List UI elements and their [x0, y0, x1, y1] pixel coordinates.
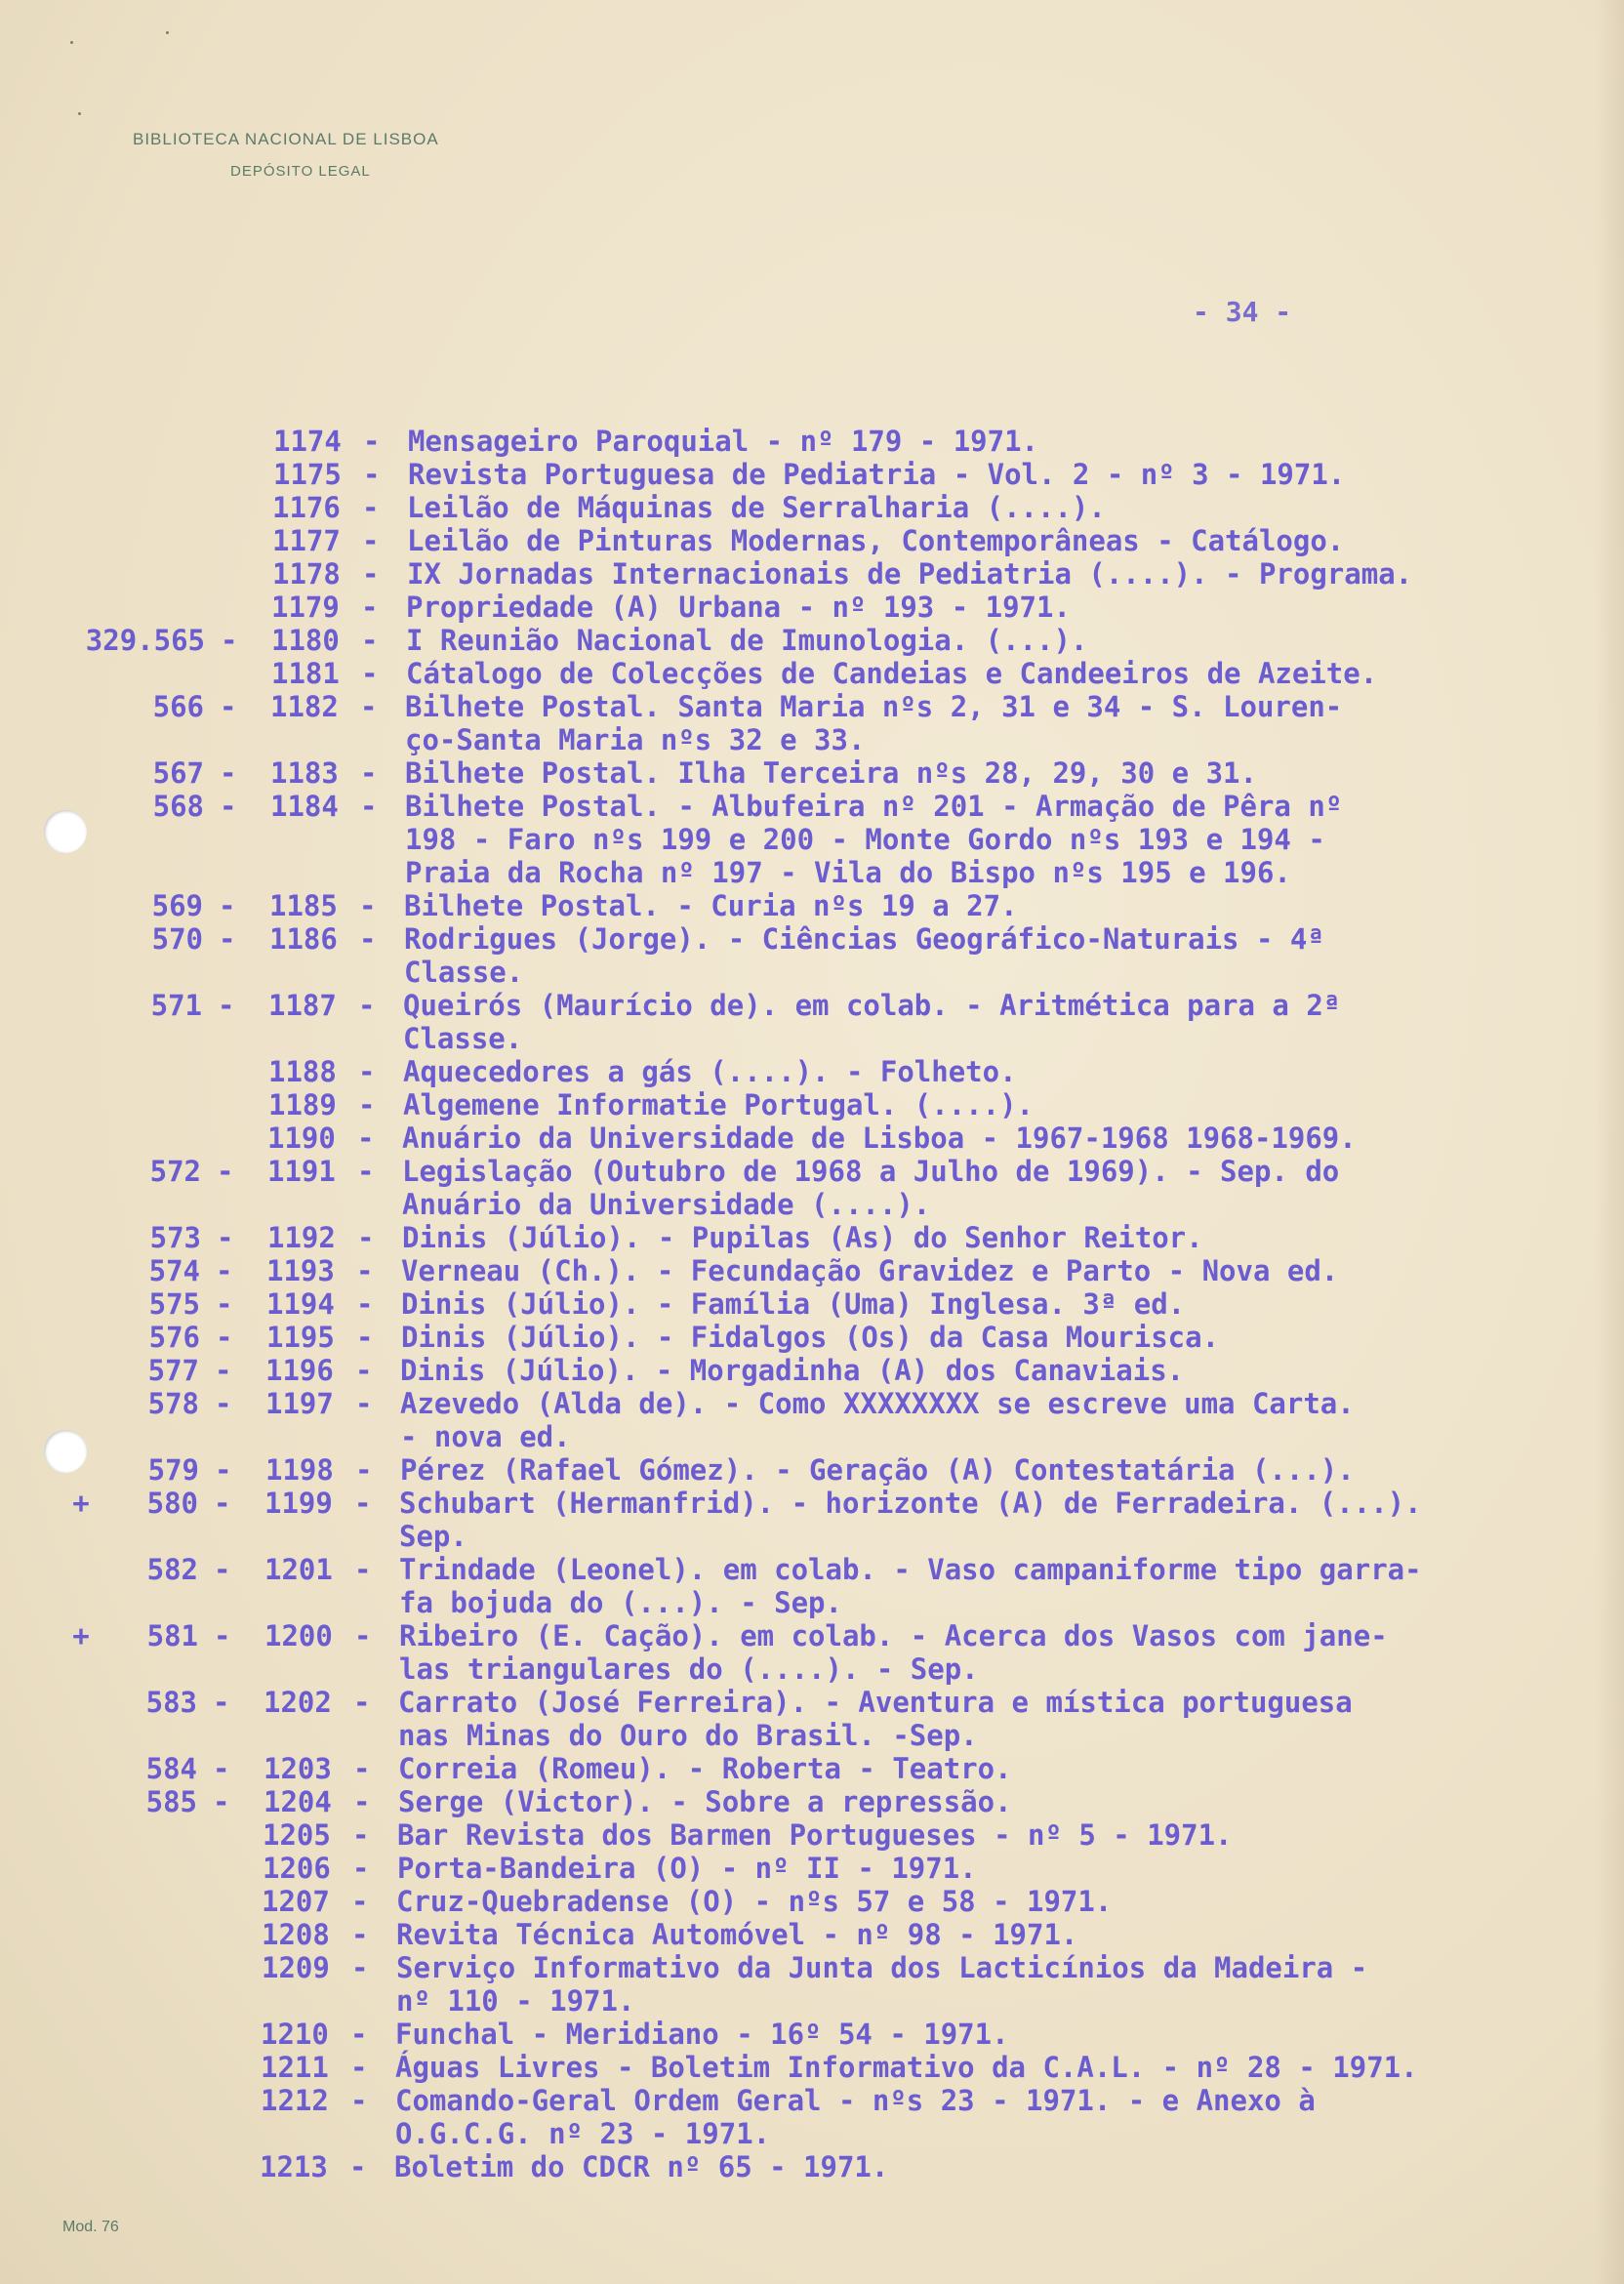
catalog-entry: [0, 1487, 1624, 1553]
class-number: 585: [145, 1785, 197, 1818]
separator-dash: -: [215, 1354, 232, 1387]
catalog-entry: [0, 1088, 1624, 1122]
catalog-entry: [0, 591, 1624, 624]
class-number: 577: [147, 1354, 199, 1387]
entry-number: 1184: [270, 790, 339, 823]
paper-speck: [166, 31, 169, 34]
entry-title: Trindade (Leonel). em colab. - Vaso campaniforme tipo garra- fa bojuda do (...). - Sep.: [399, 1553, 1422, 1619]
class-number: 568: [152, 790, 204, 823]
entry-number: 1207: [262, 1885, 330, 1918]
class-number: 572: [149, 1155, 201, 1188]
entry-number: 1178: [272, 557, 341, 591]
entry-number: 1210: [261, 2018, 329, 2051]
separator-dash: -: [355, 1354, 373, 1387]
catalog-entry: [0, 922, 1624, 989]
catalog-entry: [0, 557, 1624, 591]
entry-number: 1209: [262, 1951, 330, 1984]
entry-title: Cátalogo de Colecções de Candeias e Candeeiros de Azeite.: [406, 657, 1378, 690]
catalog-entry: [0, 1818, 1624, 1852]
separator-dash: -: [353, 1752, 371, 1785]
separator-dash: -: [356, 1254, 374, 1287]
paper-speck: [78, 112, 81, 115]
separator-dash: -: [220, 756, 237, 790]
entry-number: 1211: [261, 2051, 329, 2084]
catalog-entry: [0, 889, 1624, 922]
separator-dash: -: [357, 1155, 375, 1188]
class-number: 580: [146, 1487, 198, 1520]
separator-dash: -: [361, 624, 379, 657]
separator-dash: -: [355, 1387, 373, 1420]
form-number: Mod. 76: [62, 2219, 119, 2235]
separator-dash: -: [349, 2150, 367, 2183]
entry-title: Bar Revista dos Barmen Portugueses - nº 5 - 1971.: [397, 1818, 1233, 1852]
catalog-entry: [0, 1785, 1624, 1818]
catalog-entry: [0, 1155, 1624, 1221]
catalog-entry: [0, 1287, 1624, 1321]
entry-title: I Reunião Nacional de Imunologia. (...).: [406, 624, 1088, 657]
catalog-entry: [0, 1686, 1624, 1752]
entry-number: 1202: [264, 1686, 332, 1719]
separator-dash: -: [351, 1885, 369, 1918]
separator-dash: -: [220, 690, 237, 723]
entry-title: Bilhete Postal. - Albufeira nº 201 - Armação de Pêra nº 198 - Faro nºs 199 e 200 - Monte Gordo nºs 193 e 194 - Praia da Rocha nº 197 - Vila do Bispo nºs 195 e 196.: [405, 790, 1343, 889]
separator-dash: -: [357, 1221, 375, 1254]
entry-title: Serviço Informativo da Junta dos Lacticínios da Madeira - nº 110 - 1971.: [396, 1951, 1368, 2018]
class-number: 582: [146, 1553, 198, 1586]
separator-dash: -: [350, 2051, 368, 2084]
separator-dash: -: [360, 690, 378, 723]
class-number: 576: [148, 1321, 200, 1354]
entry-title: Águas Livres - Boletim Informativo da C.A.L. - nº 28 - 1971.: [395, 2051, 1418, 2084]
separator-dash: -: [351, 1951, 369, 1984]
entry-title: Comando-Geral Ordem Geral - nºs 23 - 1971. - e Anexo à O.G.C.G. nº 23 - 1971.: [395, 2084, 1316, 2150]
entry-number: 1177: [272, 524, 341, 557]
entry-number: 1198: [265, 1453, 334, 1487]
entry-number: 1182: [270, 690, 339, 723]
separator-dash: -: [355, 1453, 373, 1487]
department-name: DEPÓSITO LEGAL: [230, 163, 371, 180]
class-number: 329.565: [85, 624, 205, 657]
entry-number: 1206: [263, 1852, 331, 1885]
class-number: 574: [148, 1254, 200, 1287]
separator-dash: -: [220, 790, 237, 823]
class-number: 573: [149, 1221, 201, 1254]
entry-title: Azevedo (Alda de). - Como XXXXXXXX se escreve uma Carta. - nova ed.: [400, 1387, 1355, 1453]
separator-dash: -: [217, 1155, 234, 1188]
catalog-entry: [0, 2018, 1624, 2051]
separator-dash: -: [213, 1752, 230, 1785]
catalog-entry: [0, 1918, 1624, 1951]
page-number: - 34 -: [1193, 296, 1292, 328]
catalog-entry: [0, 756, 1624, 790]
separator-dash: -: [216, 1321, 233, 1354]
catalog-entries: [0, 425, 1624, 2183]
catalog-entry: [0, 425, 1624, 458]
separator-dash: -: [353, 1785, 371, 1818]
catalog-entry: [0, 524, 1624, 557]
entry-title: Verneau (Ch.). - Fecundação Gravidez e Parto - Nova ed.: [401, 1254, 1339, 1287]
separator-dash: -: [360, 790, 378, 823]
entry-number: 1181: [271, 657, 340, 690]
separator-dash: -: [352, 1818, 370, 1852]
separator-dash: -: [219, 922, 236, 956]
entry-number: 1191: [267, 1155, 336, 1188]
entry-number: 1201: [264, 1553, 333, 1586]
entry-title: Queirós (Maurício de). em colab. - Aritmética para a 2ª Classe.: [403, 989, 1341, 1055]
entry-number: 1179: [271, 591, 340, 624]
separator-dash: -: [215, 1387, 232, 1420]
entry-title: Serge (Victor). - Sobre a repressão.: [398, 1785, 1012, 1818]
separator-dash: -: [351, 1918, 369, 1951]
entry-title: Dinis (Júlio). - Família (Uma) Inglesa. 3ª ed.: [401, 1287, 1186, 1321]
entry-title: Anuário da Universidade de Lisboa - 1967-1968 1968-1969.: [402, 1122, 1357, 1155]
separator-dash: -: [360, 756, 378, 790]
separator-dash: -: [362, 524, 380, 557]
entry-title: Porta-Bandeira (O) - nº II - 1971.: [397, 1852, 977, 1885]
separator-dash: -: [361, 591, 379, 624]
entry-title: Bilhete Postal. - Curia nºs 19 a 27.: [404, 889, 1018, 922]
entry-number: 1193: [266, 1254, 335, 1287]
entry-title: Cruz-Quebradense (O) - nºs 57 e 58 - 1971.: [396, 1885, 1113, 1918]
class-number: 583: [145, 1686, 197, 1719]
entry-title: Legislação (Outubro de 1968 a Julho de 1969). - Sep. do Anuário da Universidade (....).: [402, 1155, 1340, 1221]
catalog-entry: [0, 1221, 1624, 1254]
class-number: 570: [151, 922, 203, 956]
catalog-entry: [0, 1752, 1624, 1785]
entry-number: 1194: [266, 1287, 335, 1321]
entry-number: 1208: [262, 1918, 330, 1951]
separator-dash: -: [354, 1487, 372, 1520]
entry-title: Funchal - Meridiano - 16º 54 - 1971.: [395, 2018, 1009, 2051]
paper-speck: [70, 41, 73, 44]
catalog-entry: [0, 690, 1624, 756]
catalog-entry: [0, 657, 1624, 690]
separator-dash: -: [213, 1686, 230, 1719]
entry-number: 1213: [260, 2150, 328, 2183]
entry-title: Leilão de Pinturas Modernas, Contemporâneas - Catálogo.: [407, 524, 1345, 557]
entry-number: 1197: [265, 1387, 334, 1420]
catalog-entry: [0, 624, 1624, 657]
separator-dash: -: [361, 657, 379, 690]
entry-title: IX Jornadas Internacionais de Pediatria (....). - Programa.: [407, 557, 1413, 591]
catalog-entry: [0, 1553, 1624, 1619]
catalog-entry: [0, 790, 1624, 889]
entry-number: 1187: [268, 989, 337, 1022]
catalog-entry: [0, 1122, 1624, 1155]
separator-dash: -: [217, 1221, 234, 1254]
entry-number: 1186: [269, 922, 338, 956]
entry-title: Carrato (José Ferreira). - Aventura e mística portuguesa nas Minas do Ouro do Brasil. -Sep.: [398, 1686, 1353, 1752]
entry-title: Ribeiro (E. Cação). em colab. - Acerca dos Vasos com jane- las triangulares do (....). - Sep.: [399, 1619, 1388, 1686]
entry-title: Leilão de Máquinas de Serralharia (....).: [407, 491, 1106, 524]
catalog-entry: [0, 1619, 1624, 1686]
separator-dash: -: [350, 2084, 368, 2117]
class-number: 579: [147, 1453, 199, 1487]
separator-dash: -: [221, 624, 238, 657]
entry-title: Rodrigues (Jorge). - Ciências Geográfico-Naturais - 4ª Classe.: [404, 922, 1324, 989]
entry-mark: +: [72, 1487, 90, 1520]
entry-title: Aquecedores a gás (....). - Folheto.: [403, 1055, 1017, 1088]
entry-number: 1185: [269, 889, 338, 922]
catalog-entry: [0, 1254, 1624, 1287]
separator-dash: -: [214, 1553, 231, 1586]
institution-name: BIBLIOTECA NACIONAL DE LISBOA: [133, 130, 439, 148]
entry-title: Bilhete Postal. Ilha Terceira nºs 28, 29, 30 e 31.: [405, 756, 1257, 790]
entry-title: Bilhete Postal. Santa Maria nºs 2, 31 e 34 - S. Louren- ço-Santa Maria nºs 32 e 33.: [405, 690, 1343, 756]
separator-dash: -: [216, 1287, 233, 1321]
entry-number: 1190: [267, 1122, 336, 1155]
entry-number: 1212: [261, 2084, 329, 2117]
separator-dash: -: [362, 491, 380, 524]
entry-number: 1199: [264, 1487, 333, 1520]
entry-title: Schubart (Hermanfrid). - horizonte (A) de Ferradeira. (...). Sep.: [399, 1487, 1422, 1553]
catalog-entry: [0, 458, 1624, 491]
entry-title: Algemene Informatie Portugal. (....).: [403, 1088, 1035, 1122]
catalog-entry: [0, 1951, 1624, 2018]
catalog-entry: [0, 491, 1624, 524]
entry-number: 1183: [270, 756, 339, 790]
separator-dash: -: [358, 1088, 376, 1122]
entry-mark: +: [72, 1619, 90, 1652]
catalog-entry: [0, 1354, 1624, 1387]
separator-dash: -: [358, 1055, 376, 1088]
separator-dash: -: [356, 1287, 374, 1321]
separator-dash: -: [218, 989, 235, 1022]
entry-number: 1195: [266, 1321, 335, 1354]
separator-dash: -: [216, 1254, 233, 1287]
entry-number: 1200: [264, 1619, 333, 1652]
separator-dash: -: [214, 1487, 231, 1520]
separator-dash: -: [354, 1619, 372, 1652]
separator-dash: -: [213, 1785, 230, 1818]
catalog-entry: [0, 2084, 1624, 2150]
entry-title: Dinis (Júlio). - Morgadinha (A) dos Canaviais.: [400, 1354, 1185, 1387]
separator-dash: -: [359, 889, 377, 922]
letterhead: [133, 130, 439, 180]
catalog-entry: [0, 989, 1624, 1055]
entry-number: 1196: [265, 1354, 334, 1387]
entry-number: 1176: [272, 491, 341, 524]
entry-number: 1175: [273, 458, 342, 491]
class-number: 569: [151, 889, 203, 922]
entry-title: Revista Portuguesa de Pediatria - Vol. 2 - nº 3 - 1971.: [408, 458, 1346, 491]
separator-dash: -: [214, 1619, 231, 1652]
entry-title: Revita Técnica Automóvel - nº 98 - 1971.: [396, 1918, 1078, 1951]
separator-dash: -: [219, 889, 236, 922]
separator-dash: -: [353, 1686, 371, 1719]
entry-title: Boletim do CDCR nº 65 - 1971.: [394, 2150, 889, 2183]
entry-number: 1189: [268, 1088, 337, 1122]
entry-number: 1203: [264, 1752, 332, 1785]
separator-dash: -: [363, 425, 381, 458]
separator-dash: -: [356, 1321, 374, 1354]
separator-dash: -: [362, 557, 380, 591]
class-number: 567: [152, 756, 204, 790]
entry-number: 1188: [268, 1055, 337, 1088]
catalog-entry: [0, 1055, 1624, 1088]
entry-number: 1180: [271, 624, 340, 657]
entry-title: Dinis (Júlio). - Pupilas (As) do Senhor Reitor.: [402, 1221, 1203, 1254]
separator-dash: -: [363, 458, 381, 491]
separator-dash: -: [215, 1453, 232, 1487]
separator-dash: -: [350, 2018, 368, 2051]
separator-dash: -: [358, 989, 376, 1022]
entry-number: 1192: [267, 1221, 336, 1254]
catalog-entry: [0, 1321, 1624, 1354]
catalog-entry: [0, 2150, 1624, 2183]
class-number: 571: [150, 989, 202, 1022]
entry-number: 1174: [273, 425, 342, 458]
separator-dash: -: [354, 1553, 372, 1586]
class-number: 566: [152, 690, 204, 723]
catalog-entry: [0, 1387, 1624, 1453]
catalog-entry: [0, 1453, 1624, 1487]
catalog-entry: [0, 2051, 1624, 2084]
class-number: 581: [146, 1619, 198, 1652]
entry-title: Correia (Romeu). - Roberta - Teatro.: [398, 1752, 1012, 1785]
entry-number: 1204: [264, 1785, 332, 1818]
entry-title: Propriedade (A) Urbana - nº 193 - 1971.: [406, 591, 1071, 624]
class-number: 578: [147, 1387, 199, 1420]
entry-title: Pérez (Rafael Gómez). - Geração (A) Contestatária (...).: [400, 1453, 1355, 1487]
class-number: 584: [145, 1752, 197, 1785]
catalog-entry: [0, 1885, 1624, 1918]
entry-title: Mensageiro Paroquial - nº 179 - 1971.: [408, 425, 1039, 458]
catalog-entry: [0, 1852, 1624, 1885]
entry-number: 1205: [263, 1818, 331, 1852]
separator-dash: -: [359, 922, 377, 956]
entry-title: Dinis (Júlio). - Fidalgos (Os) da Casa Mourisca.: [401, 1321, 1220, 1354]
class-number: 575: [148, 1287, 200, 1321]
separator-dash: -: [352, 1852, 370, 1885]
separator-dash: -: [357, 1122, 375, 1155]
